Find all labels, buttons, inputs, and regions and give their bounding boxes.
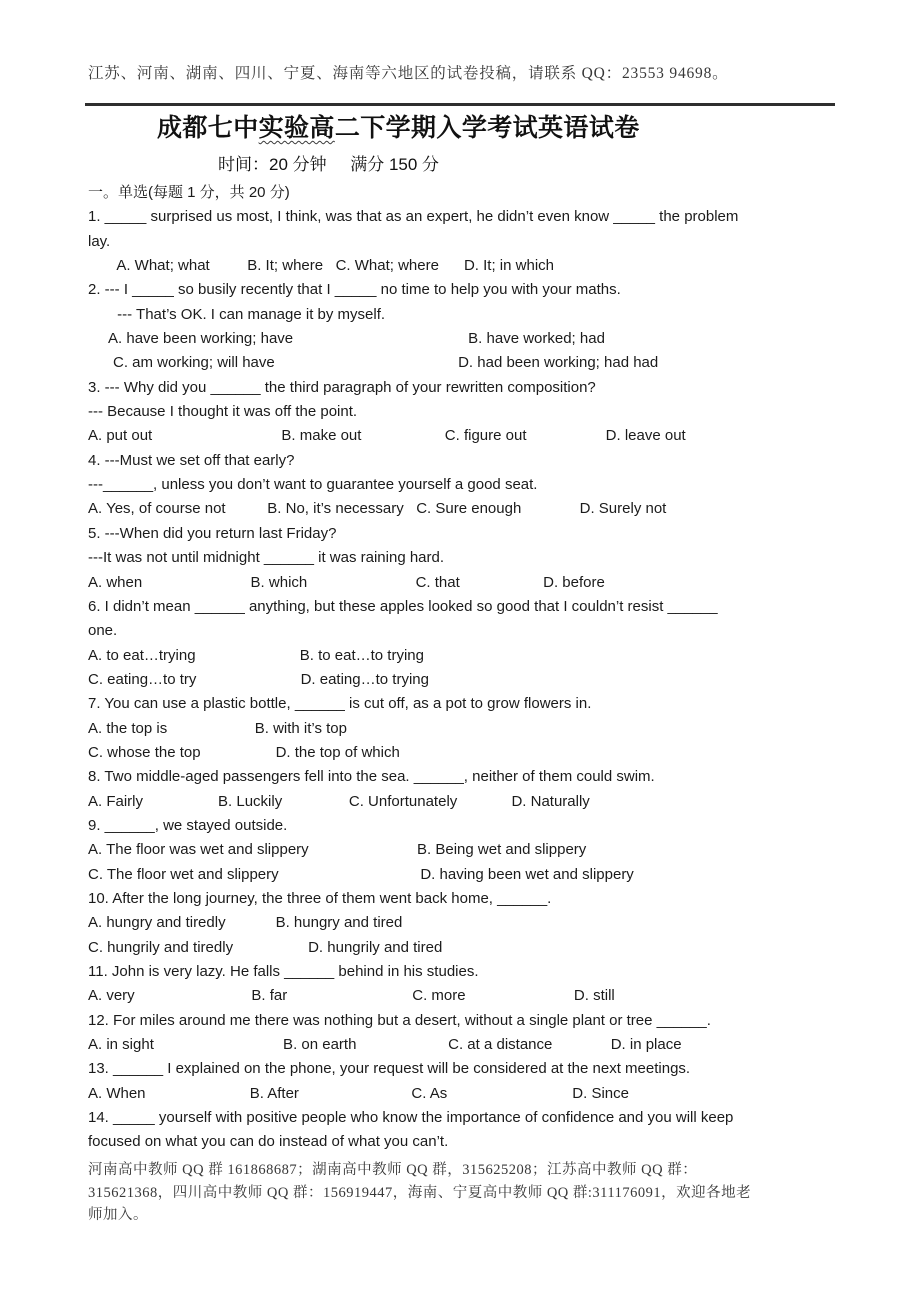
footer-line: 河南高中教师 QQ 群 161868687；湖南高中教师 QQ 群，315625208；江苏高中教师 QQ 群： xyxy=(88,1162,698,1178)
footer-line: 师加入。 xyxy=(88,1207,148,1223)
text-line: A. hungry and tiredly B. hungry and tired xyxy=(88,914,403,932)
text-line: C. whose the top D. the top of which xyxy=(88,743,400,761)
exam-time-score-meta: 时间：20 分钟 满分 150 分 xyxy=(218,155,440,174)
text-line: 9. ______, we stayed outside. xyxy=(88,816,288,834)
text-line: 12. For miles around me there was nothing but a desert, without a single plant or tree ______. xyxy=(88,1011,711,1029)
text-line: A. What; what B. It; where C. What; where D. It; in which xyxy=(88,257,554,275)
text-line: 2. --- I _____ so busily recently that I _____ no time to help you with your maths. xyxy=(88,281,621,299)
text-line: ---It was not until midnight ______ it was raining hard. xyxy=(88,549,445,567)
text-line: 13. ______ I explained on the phone, your request will be considered at the next meetings. xyxy=(88,1060,691,1078)
text-line: A. The floor was wet and slippery B. Being wet and slippery xyxy=(88,841,587,859)
text-line: A. put out B. make out C. figure out D. leave out xyxy=(88,427,686,445)
text-line: A. Yes, of course not B. No, it’s necessary C. Sure enough D. Surely not xyxy=(88,500,667,518)
text-line: 4. ---Must we set off that early? xyxy=(88,451,295,469)
text-line: C. hungrily and tiredly D. hungrily and tired xyxy=(88,938,443,956)
text-line: 8. Two middle-aged passengers fell into the sea. ______, neither of them could swim. xyxy=(88,768,655,786)
text-line: C. The floor wet and slippery D. having been wet and slippery xyxy=(88,865,634,883)
text-line: 1. _____ surprised us most, I think, was that as an expert, he didn’t even know _____ the problem xyxy=(88,208,739,226)
text-line: 6. I didn’t mean ______ anything, but these apples looked so good that I couldn’t resist ______ xyxy=(88,597,718,615)
text-line: 3. --- Why did you ______ the third paragraph of your rewritten composition? xyxy=(88,378,596,396)
text-line: A. the top is B. with it’s top xyxy=(88,719,347,737)
text-line: 14. _____ yourself with positive people who know the importance of confidence and you will keep xyxy=(88,1109,734,1127)
text-line: lay. xyxy=(88,232,111,250)
text-line: 11. John is very lazy. He falls ______ behind in his studies. xyxy=(88,963,479,980)
text-line: A. when B. which C. that D. before xyxy=(88,573,605,591)
text-line: --- Because I thought it was off the point. xyxy=(88,403,358,421)
text-line: 5. ---When did you return last Friday? xyxy=(88,524,337,542)
text-line: 7. You can use a plastic bottle, ______ is cut off, as a pot to grow flowers in. xyxy=(88,695,592,713)
exam-body-lines xyxy=(88,181,888,1155)
text-line: A. in sight B. on earth C. at a distance D. in place xyxy=(88,1036,682,1054)
text-line: --- That’s OK. I can manage it by myself. xyxy=(88,305,386,323)
text-line: A. have been working; have B. have worked; had xyxy=(88,330,605,348)
text-line: A. When B. After C. As D. Since xyxy=(88,1084,629,1102)
text-line: A. very B. far C. more D. still xyxy=(88,987,615,1005)
divider-rule xyxy=(85,103,835,106)
text-line: one. xyxy=(88,622,118,640)
text-line: 10. After the long journey, the three of them went back home, ______. xyxy=(88,889,552,907)
title-segment-wavy-underline: 实验高 xyxy=(258,115,335,142)
page-title xyxy=(157,108,640,144)
text-line: C. eating…to try D. eating…to trying xyxy=(88,670,429,688)
text-line: focused on what you can do instead of what you can’t. xyxy=(88,1133,449,1151)
text-line: ---______, unless you don’t want to guarantee yourself a good seat. xyxy=(88,476,538,494)
text-line: A. Fairly B. Luckily C. Unfortunately D. Naturally xyxy=(88,792,590,810)
submission-notice: 江苏、河南、湖南、四川、宁夏、海南等六地区的试卷投稿，请联系 QQ：23553 94698。 xyxy=(88,65,729,82)
qq-group-notice xyxy=(88,1159,878,1227)
title-segment-pre: 成都七中 xyxy=(157,115,259,142)
text-line: A. to eat…trying B. to eat…to trying xyxy=(88,646,424,664)
footer-line: 315621368，四川高中教师 QQ 群：156919447，海南、宁夏高中教师 QQ 群:311176091，欢迎各地老 xyxy=(88,1184,752,1201)
title-segment-post: 二下学期入学考试英语试卷 xyxy=(334,115,640,142)
text-line: C. am working; will have D. had been working; had had xyxy=(88,354,659,372)
text-line: 一。单选(每题 1 分，共 20 分) xyxy=(88,184,290,201)
